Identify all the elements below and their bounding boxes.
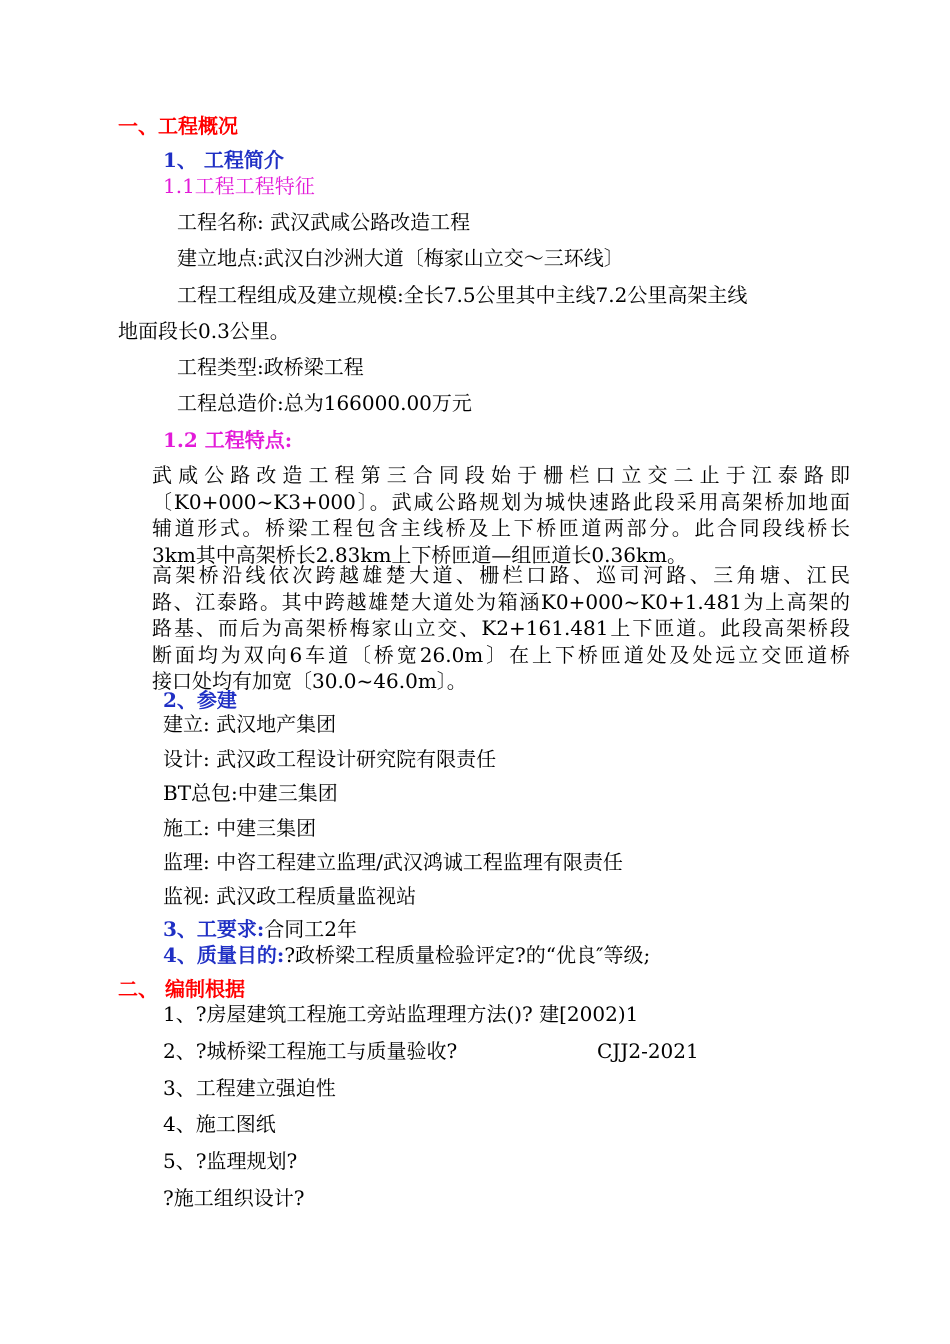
basis-item-5: 5、?监理规划? bbox=[163, 1149, 298, 1173]
features-p1-line: 武咸公路改造工程第三合同段始于栅栏口立交二止于江泰路即 bbox=[152, 463, 850, 487]
basis-item-4: 4、施工图纸 bbox=[163, 1112, 276, 1136]
features-p2-line: 断面均为双向6车道〔桥宽26.0m〕在上下桥匝道处及处远立交匝道桥 bbox=[152, 642, 850, 667]
subsection-1-1-heading: 1、 工程简介 bbox=[163, 148, 284, 172]
features-p1-line: 〔K0+000~K3+000〕。武咸公路规划为城快速路此段采用高架桥加地面 bbox=[152, 489, 850, 514]
party-builder: 建立: 武汉地产集团 bbox=[163, 712, 337, 736]
project-type: 工程类型:政桥梁工程 bbox=[177, 355, 364, 379]
features-p2-line: 接口处均有加宽〔30.0~46.0m〕。 bbox=[152, 669, 467, 693]
project-location: 建立地点:武汉白沙洲大道〔梅家山立交～三环线〕 bbox=[177, 246, 624, 270]
section-1-heading: 一、工程概况 bbox=[118, 114, 238, 138]
project-cost: 工程总造价:总为166000.00万元 bbox=[177, 391, 472, 415]
party-supervision: 监理: 中咨工程建立监理/武汉鸿诚工程监理有限责任 bbox=[163, 850, 623, 874]
subsection-3 bbox=[163, 916, 357, 942]
subsection-3-heading: 3、工要求: bbox=[163, 917, 265, 941]
project-scale-line2: 地面段长0.3公里。 bbox=[118, 319, 290, 343]
subsection-4-heading: 4、质量目的: bbox=[163, 943, 285, 967]
features-p1-line: 辅道形式。桥梁工程包含主线桥及上下桥匝道两部分。此合同段线桥长 bbox=[152, 516, 850, 540]
party-monitoring: 监视: 武汉政工程质量监视站 bbox=[163, 884, 417, 908]
subsection-1-1-1-heading: 1.1工程工程特征 bbox=[163, 174, 315, 198]
features-paragraph-2 bbox=[152, 562, 850, 695]
features-p2-line: 路、江泰路。其中跨越雄楚大道处为箱涵K0+000~K0+1.481为上高架的 bbox=[152, 589, 850, 614]
basis-item-1: 1、?房屋建筑工程施工旁站监理理方法()? 建[2002)1 bbox=[163, 1002, 639, 1026]
basis-item-3: 3、工程建立强迫性 bbox=[163, 1076, 336, 1100]
project-scale-line1: 工程工程组成及建立规模:全长7.5公里其中主线7.2公里高架主线 bbox=[177, 283, 748, 307]
subsection-4 bbox=[163, 942, 650, 968]
features-p1-line: 3km其中高架桥长2.83km上下桥匝道—组匝道长0.36km。 bbox=[152, 542, 688, 567]
party-construction: 施工: 中建三集团 bbox=[163, 816, 317, 840]
party-design: 设计: 武汉政工程设计研究院有限责任 bbox=[163, 747, 497, 771]
subsection-3-value: 合同工2年 bbox=[264, 917, 358, 941]
features-p2-line: 路基、而后为高架桥梅家山立交、K2+161.481上下匝道。此段高架桥段 bbox=[152, 616, 850, 640]
subsection-1-2-heading: 1.2 工程特点: bbox=[163, 428, 293, 452]
features-p2-line: 高架桥沿线依次跨越雄楚大道、栅栏口路、巡司河路、三角塘、江民 bbox=[152, 563, 850, 587]
subsection-4-value: ?政桥梁工程质量检验评定?的“优良″等级; bbox=[284, 943, 651, 967]
basis-item-2-code: CJJ2-2021 bbox=[597, 1039, 699, 1063]
project-name: 工程名称: 武汉武咸公路改造工程 bbox=[177, 210, 471, 234]
features-paragraph-1 bbox=[152, 462, 850, 568]
party-bt-contractor: BT总包:中建三集团 bbox=[163, 781, 338, 805]
section-2-heading: 二、 编制根据 bbox=[118, 977, 245, 1001]
basis-item-2: 2、?城桥梁工程施工与质量验收? bbox=[163, 1039, 458, 1063]
basis-item-6: ?施工组织设计? bbox=[163, 1186, 305, 1210]
subsection-2-heading: 2、参建 bbox=[163, 688, 237, 712]
